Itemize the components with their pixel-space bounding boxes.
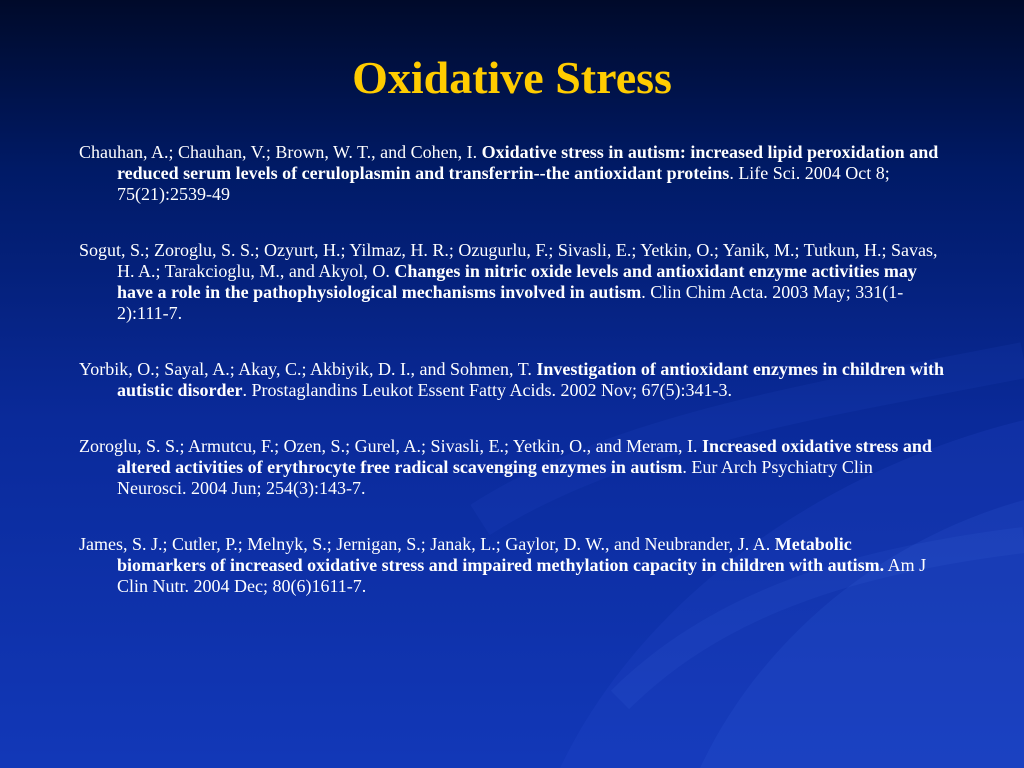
reference-citation: . Eur Arch Psychiatry Clin Neurosci. 2004 Jun; 254(3):143-7.: [117, 457, 873, 498]
reference-item: [79, 240, 945, 324]
reference-authors: Sogut, S.; Zoroglu, S. S.; Ozyurt, H.; Yilmaz, H. R.; Ozugurlu, F.; Sivasli, E.; Yetkin, O.; Yanik, M.; Tutkun, H.; Savas, H. A.; Tarakcioglu, M., and Akyol, O.: [79, 240, 938, 281]
slide-title: Oxidative Stress: [352, 52, 672, 103]
reference-item: [79, 534, 945, 597]
reference-item: [79, 142, 945, 205]
reference-item: [79, 359, 945, 401]
reference-list: [79, 142, 945, 632]
reference-item: [79, 436, 945, 499]
reference-authors: James, S. J.; Cutler, P.; Melnyk, S.; Jernigan, S.; Janak, L.; Gaylor, D. W., and Neubrander, J. A.: [79, 534, 775, 554]
reference-title: Oxidative stress in autism: increased lipid peroxidation and reduced serum levels of ceruloplasmin and transferrin--the antioxidant proteins: [117, 142, 939, 183]
reference-citation: . Life Sci. 2004 Oct 8; 75(21):2539-49: [117, 163, 890, 204]
reference-authors: Chauhan, A.; Chauhan, V.; Brown, W. T., and Cohen, I.: [79, 142, 482, 162]
reference-title: Increased oxidative stress and altered activities of erythrocyte free radical scavenging enzymes in autism: [117, 436, 932, 477]
reference-citation: . Clin Chim Acta. 2003 May; 331(1-2):111-7.: [117, 282, 904, 323]
reference-authors: Yorbik, O.; Sayal, A.; Akay, C.; Akbiyik, D. I., and Sohmen, T.: [79, 359, 537, 379]
reference-title: Investigation of antioxidant enzymes in children with autistic disorder: [117, 359, 945, 400]
reference-authors: Zoroglu, S. S.; Armutcu, F.; Ozen, S.; Gurel, A.; Sivasli, E.; Yetkin, O., and Meram, I.: [79, 436, 703, 456]
reference-citation: Am J Clin Nutr. 2004 Dec; 80(6)1611-7.: [117, 555, 927, 596]
reference-title: Changes in nitric oxide levels and antioxidant enzyme activities may have a role in the pathophysiological mechanisms involved in autism: [117, 261, 917, 302]
reference-title: Metabolic biomarkers of increased oxidative stress and impaired methylation capacity in children with autism.: [117, 534, 885, 575]
reference-citation: . Prostaglandins Leukot Essent Fatty Acids. 2002 Nov; 67(5):341-3.: [242, 380, 732, 400]
